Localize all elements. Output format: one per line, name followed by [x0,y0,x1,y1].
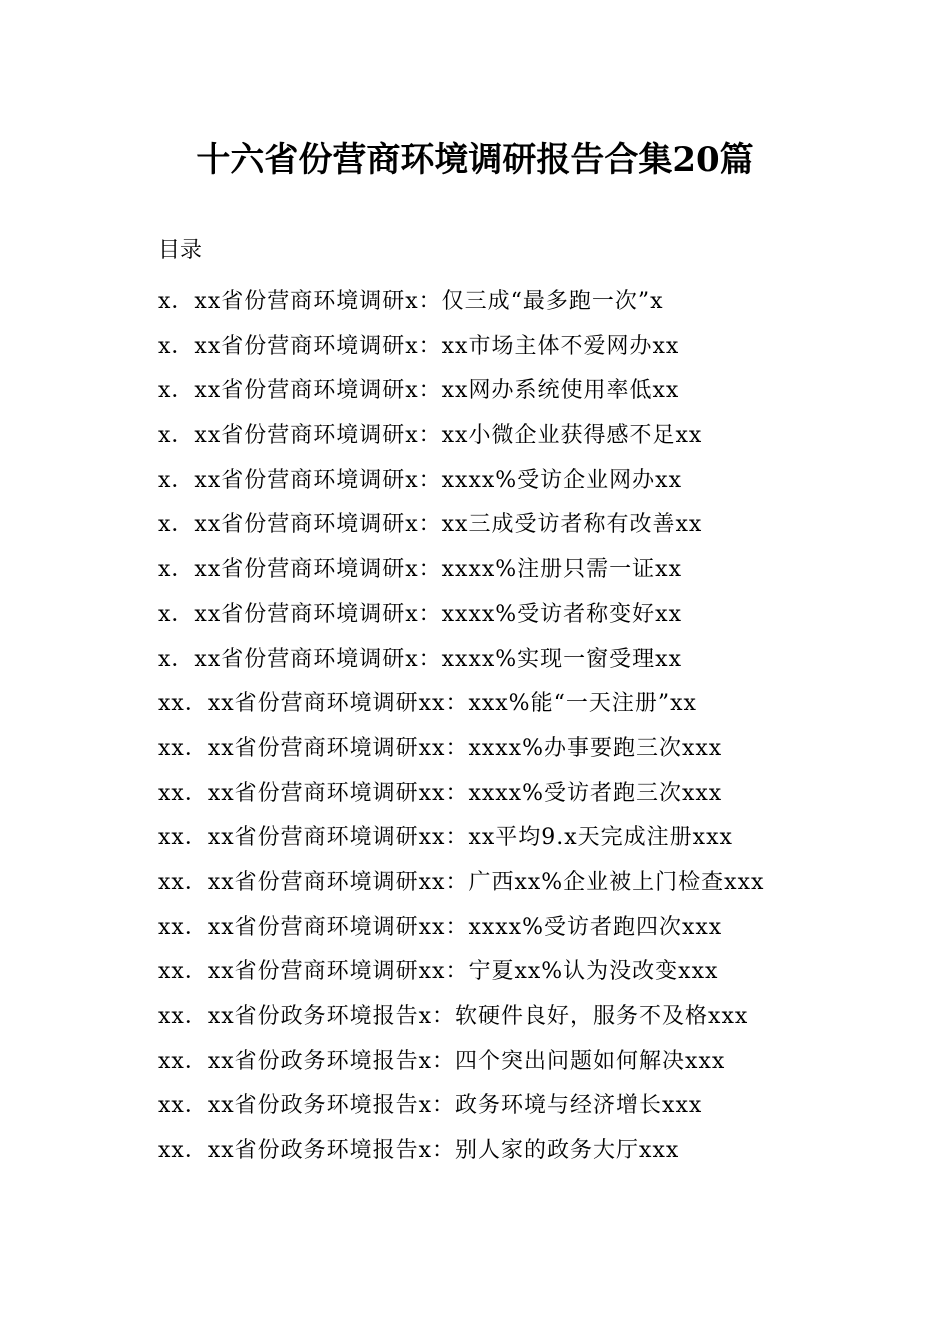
document-title: 十六省份营商环境调研报告合集20篇 [196,140,754,180]
toc-item: x．xx省份营商环境调研x：xx网办系统使用率低xx [158,378,680,404]
toc-item: xx．xx省份营商环境调研xx：xxxx%受访者跑三次xxx [158,780,723,806]
toc-item: x．xx省份营商环境调研x：xx小微企业获得感不足xx [158,423,703,449]
toc-item: x．xx省份营商环境调研x：仅三成“最多跑一次”x [158,289,664,314]
toc-item: xx．xx省份营商环境调研xx：xxxx%受访者跑四次xxx [158,914,723,940]
toc-item: x．xx省份营商环境调研x：xxxx%实现一窗受理xx [158,646,682,672]
toc-item: xx．xx省份政务环境报告x：软硬件良好，服务不及格xxx [158,1004,749,1029]
toc-heading: 目录 [158,238,203,263]
toc-item: x．xx省份营商环境调研x：xxxx%受访者称变好xx [158,601,682,627]
toc-item: x．xx省份营商环境调研x：xxxx%受访企业网办xx [158,467,682,493]
toc-item: xx．xx省份营商环境调研xx：xx平均9.x天完成注册xxx [158,825,733,851]
toc-item: xx．xx省份营商环境调研xx：xxxx%办事要跑三次xxx [158,735,723,761]
toc-item: x．xx省份营商环境调研x：xx三成受访者称有改善xx [158,512,703,538]
toc-item: xx．xx省份营商环境调研xx：广西xx%企业被上门检查xxx [158,869,765,895]
toc-item: x．xx省份营商环境调研x：xx市场主体不爱网办xx [158,333,680,359]
toc-item: xx．xx省份政务环境报告x：四个突出问题如何解决xxx [158,1048,726,1074]
toc-item: xx．xx省份政务环境报告x：政务环境与经济增长xxx [158,1093,703,1119]
toc-item: x．xx省份营商环境调研x：xxxx%注册只需一证xx [158,557,682,583]
toc-item: xx．xx省份营商环境调研xx：宁夏xx%认为没改变xxx [158,959,719,985]
toc-item: xx．xx省份营商环境调研xx：xxx%能“一天注册”xx [158,691,697,717]
toc-item: xx．xx省份政务环境报告x：别人家的政务大厅xxx [158,1138,680,1164]
toc-list [158,280,858,1174]
